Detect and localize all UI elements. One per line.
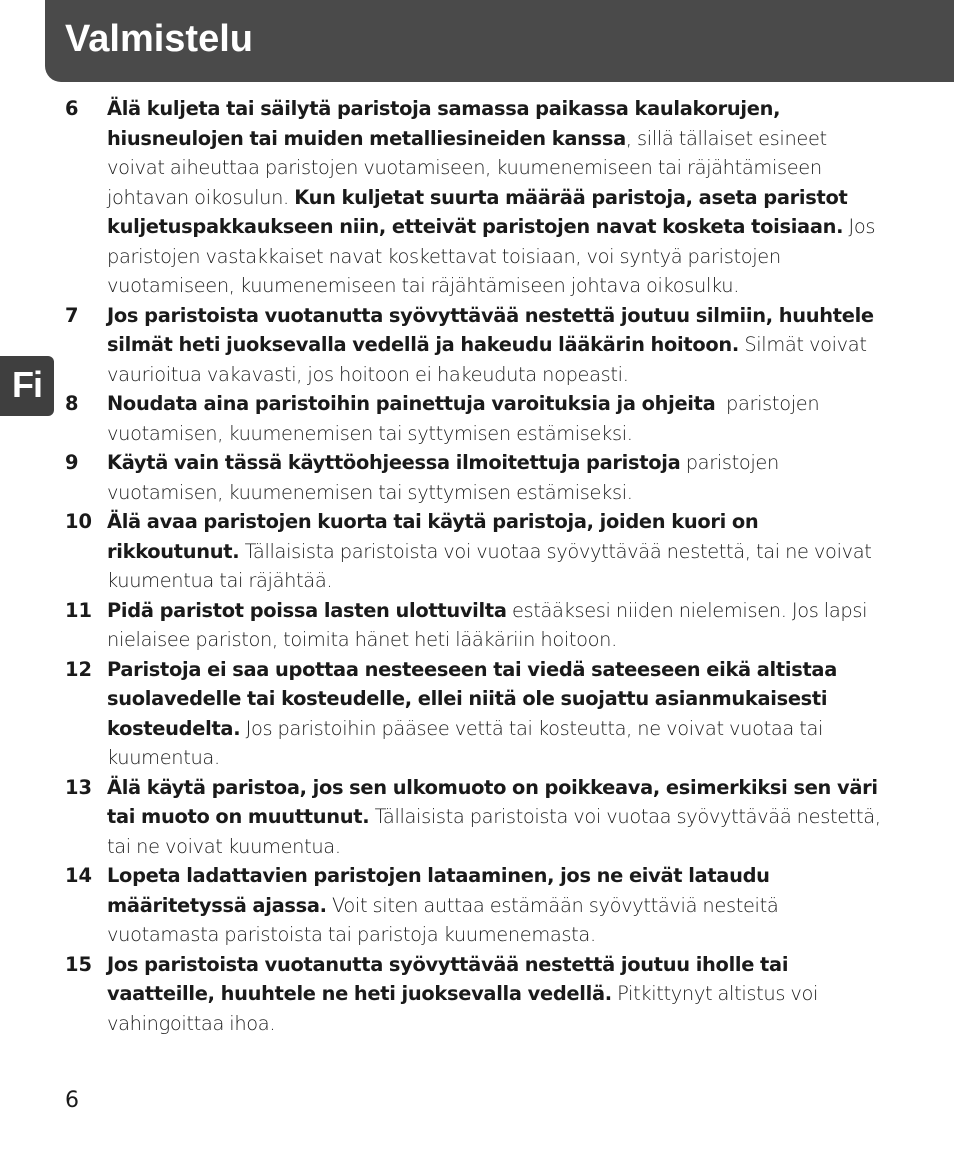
item-number: 14 bbox=[65, 864, 92, 887]
language-tab-label: Fi bbox=[12, 364, 42, 405]
item-text bbox=[107, 507, 889, 596]
item-normal-text: , sillä tällaiset esineet voivat aiheuttaa paristojen vuotamiseen, kuumenemiseen tai räjähtämiseen johtavan oikosulun. bbox=[107, 126, 827, 209]
list-item bbox=[0, 301, 954, 390]
item-text bbox=[107, 861, 889, 950]
item-number: 11 bbox=[65, 598, 92, 622]
item-normal-text: Voit siten auttaa estämään syövyttäviä nesteitä vuotamasta paristoista tai paristoja kuumenemasta. bbox=[107, 893, 779, 946]
item-bold-text: Jos paristoista vuotanutta syövyttävää nestettä joutuu silmiin, huuhtele silmät heti juoksevalla vedellä ja hakeudu lääkärin hoitoon. bbox=[107, 303, 874, 356]
item-normal-text: Tällaisista paristoista voi vuotaa syövyttävää nestettä, tai ne voivat kuumentua tai räjähtää. bbox=[107, 539, 872, 592]
list-item bbox=[0, 950, 954, 1039]
item-bold-text: Paristoja ei saa upottaa nesteeseen tai viedä sateeseen eikä altistaa suolavedelle tai kosteudelle, ellei niitä ole suojattu asianmukaisesti kosteudelta. bbox=[107, 657, 838, 740]
item-bold-text: Noudata aina paristoihin painettuja varoituksia ja ohjeita bbox=[107, 392, 716, 415]
page-number: 6 bbox=[65, 1088, 79, 1113]
item-bold-text: Pidä paristot poissa lasten ulottuvilta bbox=[107, 598, 507, 622]
item-number: 13 bbox=[65, 775, 92, 799]
item-number: 7 bbox=[65, 303, 79, 327]
list-item bbox=[0, 596, 954, 655]
item-number: 6 bbox=[65, 97, 79, 120]
item-normal-text: Tällaisista paristoista voi vuotaa syövyttävää nestettä, tai ne voivat kuumentua. bbox=[107, 805, 881, 858]
item-normal-text: estääksesi niiden nielemisen. Jos lapsi nielaisee pariston, toimita hänet heti lääkäriin hoitoon. bbox=[107, 598, 868, 651]
item-bold-text: Jos paristoista vuotanutta syövyttävää nestettä joutuu iholle tai vaatteille, huuhtele ne heti juoksevalla vedellä. bbox=[107, 952, 789, 1005]
item-normal-text: paristojen vuotamisen, kuumenemisen tai syttymisen estämiseksi. bbox=[107, 392, 825, 445]
list-item bbox=[0, 94, 954, 301]
item-number: 12 bbox=[65, 657, 92, 681]
item-bold-text: Käytä vain tässä käyttöohjeessa ilmoitettuja paristoja bbox=[107, 451, 681, 474]
item-bold-text: Älä kuljeta tai säilytä paristoja samassa paikassa kaulakorujen, hiusneulojen tai muiden metalliesineiden kanssa bbox=[107, 97, 781, 150]
item-bold-text: Kun kuljetat suurta määrää paristoja, aseta paristot kuljetuspakkaukseen niin, etteivät paristojen navat kosketa toisiaan. bbox=[107, 185, 848, 238]
page-title: Valmistelu bbox=[65, 18, 253, 60]
header-bar bbox=[45, 0, 954, 82]
item-normal-text: paristojen vuotamisen, kuumenemisen tai syttymisen estämiseksi. bbox=[107, 451, 779, 504]
item-normal-text: Pitkittynyt altistus voi vahingoittaa ihoa. bbox=[107, 982, 819, 1035]
warnings-list bbox=[0, 94, 954, 1038]
item-text bbox=[107, 950, 889, 1039]
item-bold-text: Älä avaa paristojen kuorta tai käytä paristoja, joiden kuori on rikkoutunut. bbox=[107, 510, 759, 563]
item-text bbox=[107, 596, 889, 655]
item-text bbox=[107, 773, 889, 862]
item-normal-text: Jos paristoihin pääsee vettä tai kosteutta, ne voivat vuotaa tai kuumentua. bbox=[107, 716, 824, 769]
item-text bbox=[107, 448, 889, 507]
item-number: 8 bbox=[65, 392, 79, 415]
list-item bbox=[0, 389, 954, 448]
list-item bbox=[0, 773, 954, 862]
list-item bbox=[0, 448, 954, 507]
item-number: 9 bbox=[65, 451, 79, 474]
item-normal-text: Jos paristojen vastakkaiset navat koskettavat toisiaan, voi syntyä paristojen vuotamiseen, kuumenemiseen tai räjähtämiseen johtava oikosulku. bbox=[107, 215, 876, 297]
item-number: 15 bbox=[65, 952, 92, 976]
list-item bbox=[0, 507, 954, 596]
item-bold-text: Lopeta ladattavien paristojen lataaminen, jos ne eivät lataudu määritetyssä ajassa. bbox=[107, 864, 770, 917]
item-number: 10 bbox=[65, 510, 92, 533]
item-text bbox=[107, 301, 889, 390]
item-normal-text: Silmät voivat vaurioitua vakavasti, jos hoitoon ei hakeuduta nopeasti. bbox=[107, 333, 867, 386]
list-item bbox=[0, 861, 954, 950]
item-text bbox=[107, 389, 889, 448]
item-bold-text: Älä käytä paristoa, jos sen ulkomuoto on poikkeava, esimerkiksi sen väri tai muoto on muuttunut. bbox=[107, 775, 878, 828]
list-item bbox=[0, 655, 954, 773]
item-text bbox=[107, 94, 889, 301]
item-text bbox=[107, 655, 889, 773]
